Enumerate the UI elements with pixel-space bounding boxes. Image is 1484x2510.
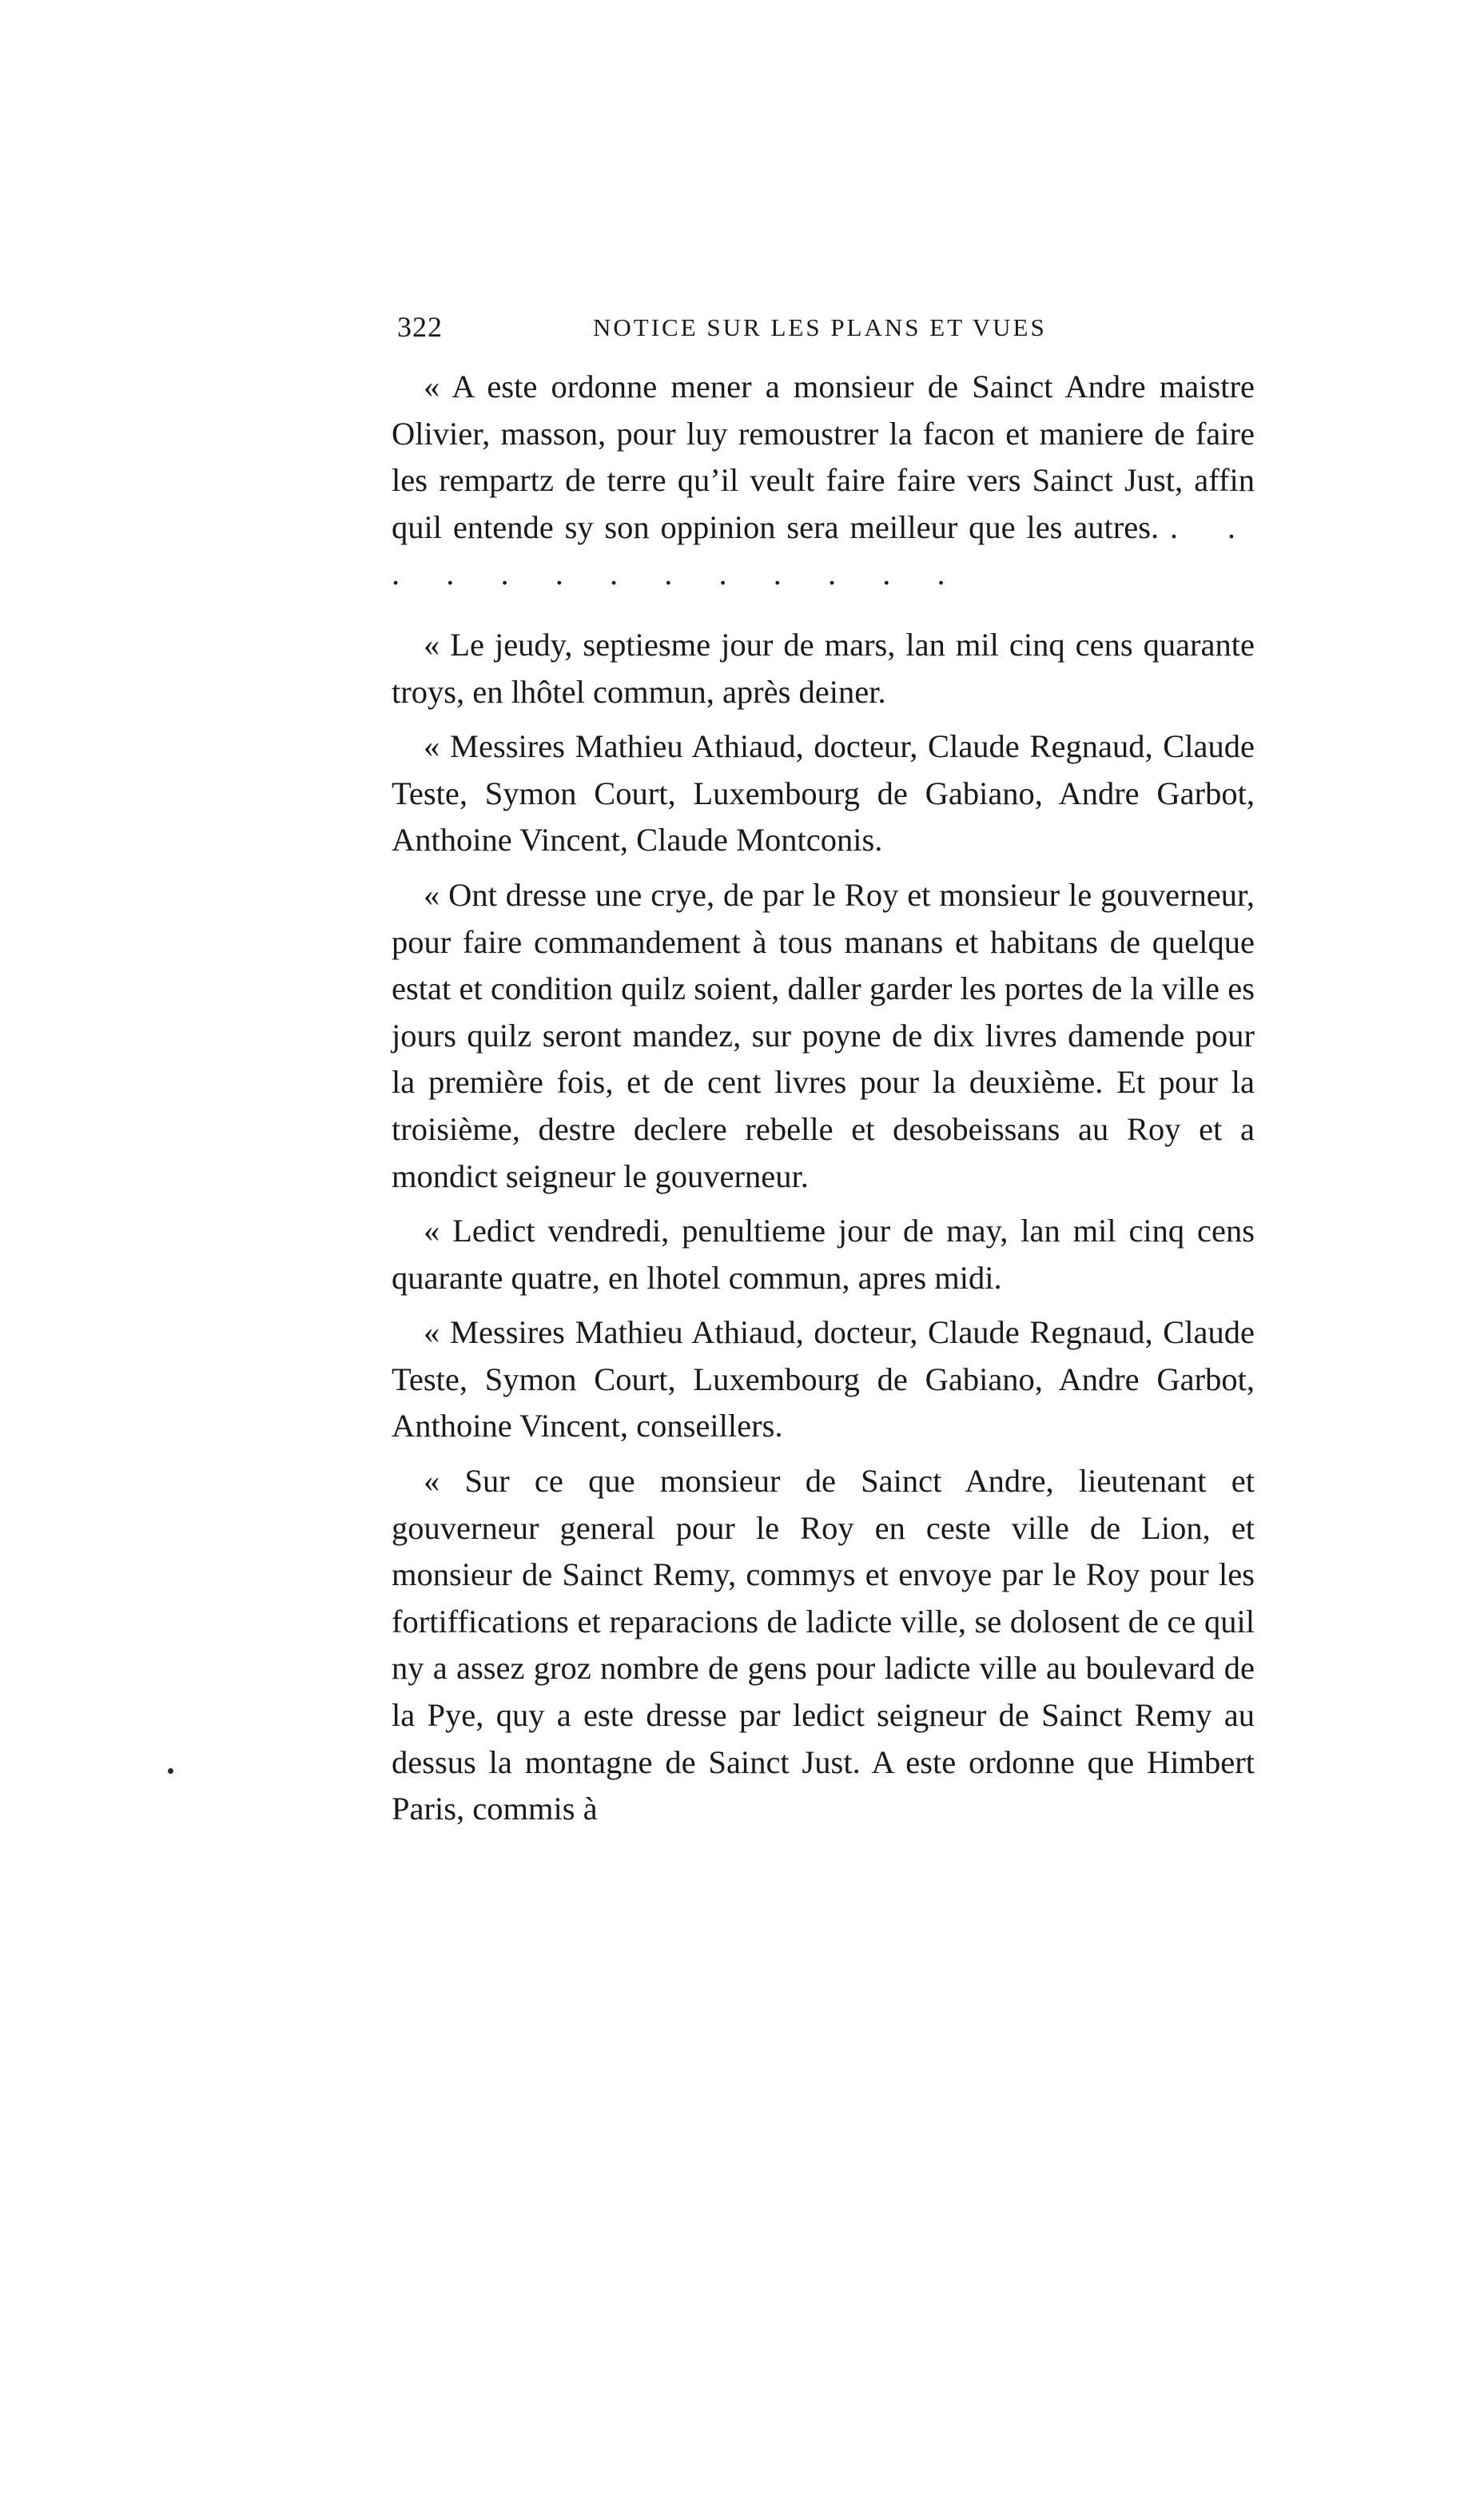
paragraph-5: « Ledict vendredi, penultieme jour de may, lan mil cinq cens quarante quatre, en lhotel commun, apres midi.: [392, 1213, 1255, 1296]
paragraph-2: « Le jeudy, septiesme jour de mars, lan mil cinq cens quarante troys, en lhôtel commun, après deiner.: [392, 626, 1255, 710]
paragraph-1: [392, 364, 1255, 598]
paragraph-4: « Ont dresse une crye, de par le Roy et monsieur le gouverneur, pour faire commandement à tous manans et habitans de quelque estat et condition quilz soient, daller garder les portes de la ville es jours quilz seront mandez, sur poyne de dix livres damende pour la première fois, et de cent livres pour la deuxième. Et pour la troisième, destre declere rebelle et desobeissans au Roy et a mondict seigneur le gouverneur.: [392, 876, 1255, 1194]
paragraph-6: « Messires Mathieu Athiaud, docteur, Claude Regnaud, Claude Teste, Symon Court, Luxembourg de Gabiano, Andre Garbot, Anthoine Vincent, conseillers.: [392, 1314, 1255, 1444]
paragraph-1-text: « A este ordonne mener a monsieur de Sainct Andre maistre Olivier, masson, pour luy remoustrer la facon et maniere de faire les rempartz de terre qu’il veult faire faire vers Sainct Just, affin quil entende sy son oppinion sera meilleur que les autres.: [392, 369, 1255, 545]
running-head: [397, 310, 1255, 350]
ellipsis-leaders: . . . . . . . . . . . . .: [392, 508, 1255, 592]
ink-speck: [168, 1768, 173, 1774]
running-title: NOTICE SUR LES PLANS ET VUES: [593, 313, 1047, 341]
page-number: 322: [397, 311, 443, 343]
paragraph-3: « Messires Mathieu Athiaud, docteur, Claude Regnaud, Claude Teste, Symon Court, Luxembourg de Gabiano, Andre Garbot, Anthoine Vincent, Claude Montconis.: [392, 728, 1255, 859]
paragraph-7: « Sur ce que monsieur de Sainct Andre, lieutenant et gouverneur general pour le Roy en ceste ville de Lion, et monsieur de Sainct Remy, commys et envoye par le Roy pour les fortiffications et reparacions de ladicte ville, se dolosent de ce quil ny a assez groz nombre de gens pour ladicte ville au boulevard de la Pye, quy a este dresse par ledict seigneur de Sainct Remy au dessus la montagne de Sainct Just. A este ordonne que Himbert Paris, commis à: [392, 1463, 1255, 1827]
body-text: [392, 364, 1255, 1833]
